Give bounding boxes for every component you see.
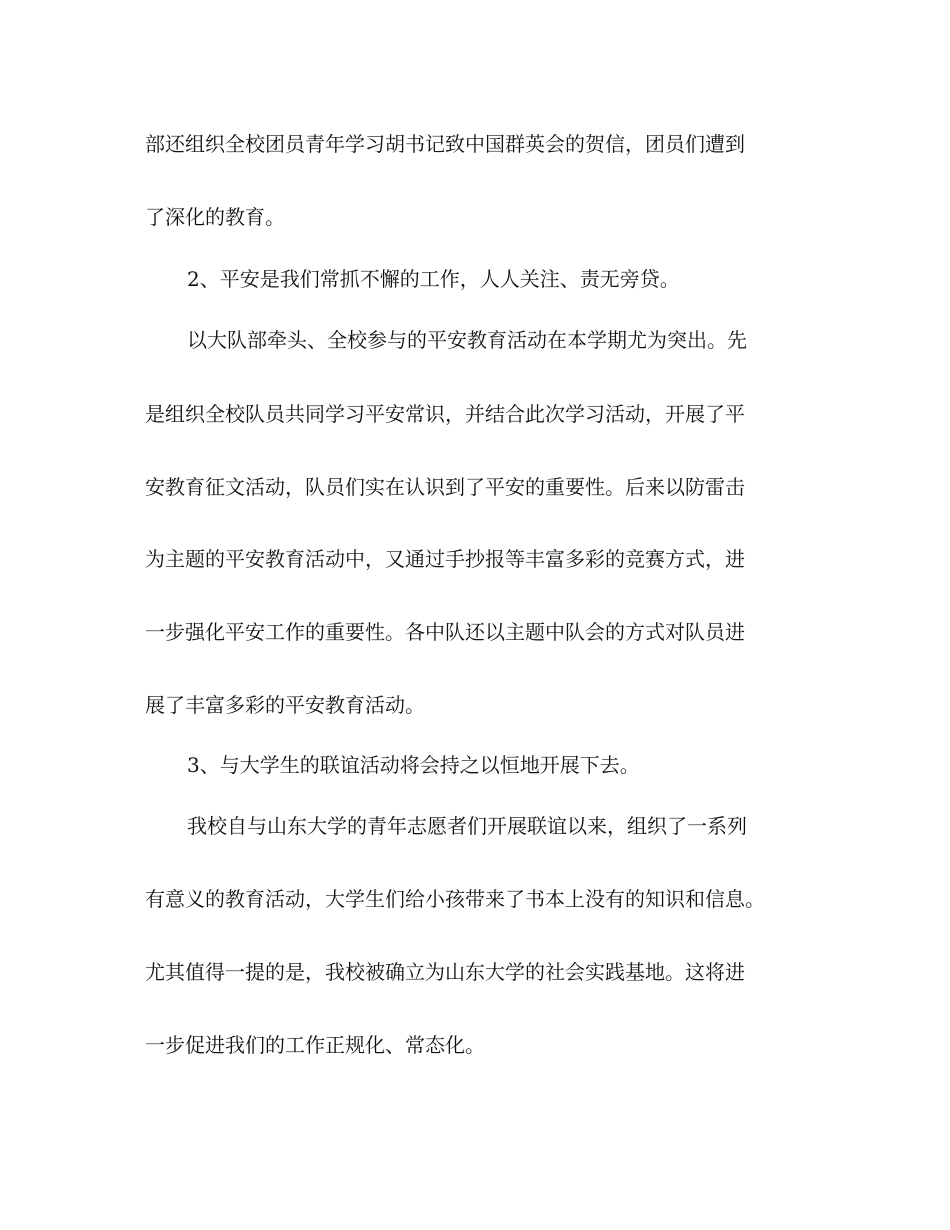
paragraph-line: 是组织全校队员共同学习平安常识，并结合此次学习活动，开展了平 — [145, 402, 745, 426]
paragraph-line: 尤其值得一提的是，我校被确立为山东大学的社会实践基地。这将进 — [145, 960, 745, 984]
paragraph-line: 一步强化平安工作的重要性。各中队还以主题中队会的方式对队员进 — [145, 620, 745, 644]
paragraph-line: 安教育征文活动，队员们实在认识到了平安的重要性。后来以防雷击 — [145, 475, 745, 499]
paragraph-line: 为主题的平安教育活动中，又通过手抄报等丰富多彩的竞赛方式，进 — [145, 547, 745, 571]
paragraph-line: 有意义的教育活动，大学生们给小孩带来了书本上没有的知识和信息。 — [145, 887, 765, 911]
paragraph-line: 以大队部牵头、全校参与的平安教育活动在本学期尤为突出。先 — [187, 328, 747, 352]
paragraph-line: 部还组织全校团员青年学习胡书记致中国群英会的贺信，团员们遭到 — [145, 132, 745, 156]
section-heading-2: 2、平安是我们常抓不懈的工作，人人关注、责无旁贷。 — [187, 267, 680, 291]
paragraph-line: 我校自与山东大学的青年志愿者们开展联谊以来，组织了一系列 — [187, 814, 747, 838]
paragraph-line: 了深化的教育。 — [145, 205, 285, 229]
paragraph-line: 展了丰富多彩的平安教育活动。 — [145, 693, 425, 717]
section-heading-3: 3、与大学生的联谊活动将会持之以恒地开展下去。 — [187, 753, 640, 777]
paragraph-line: 一步促进我们的工作正规化、常态化。 — [145, 1033, 485, 1057]
